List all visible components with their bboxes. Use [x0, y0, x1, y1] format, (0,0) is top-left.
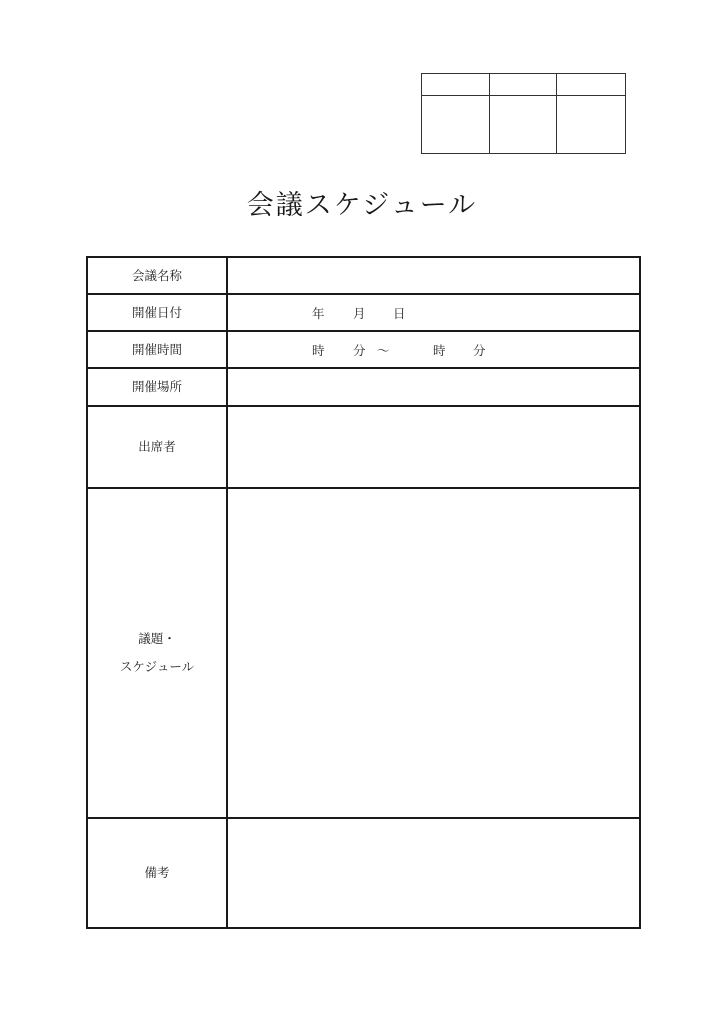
notes-row: [88, 819, 639, 927]
meeting-name-field[interactable]: [228, 258, 639, 293]
agenda-field[interactable]: [228, 489, 639, 817]
document-title: 会議スケジュール: [246, 190, 478, 221]
attendees-field[interactable]: [228, 407, 639, 487]
time-row: [88, 332, 639, 369]
stamp-cell-1[interactable]: [422, 96, 490, 153]
end-minute-unit: 分: [473, 342, 486, 358]
date-field[interactable]: [228, 295, 639, 330]
agenda-label: [88, 489, 228, 817]
time-label: 開催時間: [88, 332, 228, 367]
stamp-header-cell-1: [422, 74, 490, 96]
time-range-tilde: 〜: [377, 342, 390, 358]
date-row: [88, 295, 639, 332]
notes-field[interactable]: [228, 819, 639, 927]
place-label: 開催場所: [88, 369, 228, 405]
approval-stamp-boxes: [421, 73, 626, 154]
agenda-label-line1: 議題・: [138, 631, 176, 646]
start-minute-unit: 分: [353, 342, 366, 358]
agenda-row: [88, 489, 639, 819]
stamp-cell-2[interactable]: [490, 96, 558, 153]
place-field[interactable]: [228, 369, 639, 405]
month-unit: 月: [353, 305, 366, 321]
place-row: [88, 369, 639, 407]
start-hour-unit: 時: [312, 342, 325, 358]
notes-label: 備考: [88, 819, 228, 927]
stamp-header-cell-3: [557, 74, 625, 96]
end-hour-unit: 時: [433, 342, 446, 358]
stamp-cell-3[interactable]: [557, 96, 625, 153]
day-unit: 日: [393, 305, 406, 321]
meeting-name-label: 会議名称: [88, 258, 228, 293]
stamp-header-cell-2: [490, 74, 558, 96]
attendees-label: 出席者: [88, 407, 228, 487]
attendees-row: [88, 407, 639, 489]
meeting-schedule-form: [86, 256, 641, 929]
agenda-label-line2: スケジュール: [119, 659, 195, 674]
time-field[interactable]: [228, 332, 639, 367]
meeting-name-row: [88, 258, 639, 295]
date-label: 開催日付: [88, 295, 228, 330]
year-unit: 年: [312, 305, 325, 321]
